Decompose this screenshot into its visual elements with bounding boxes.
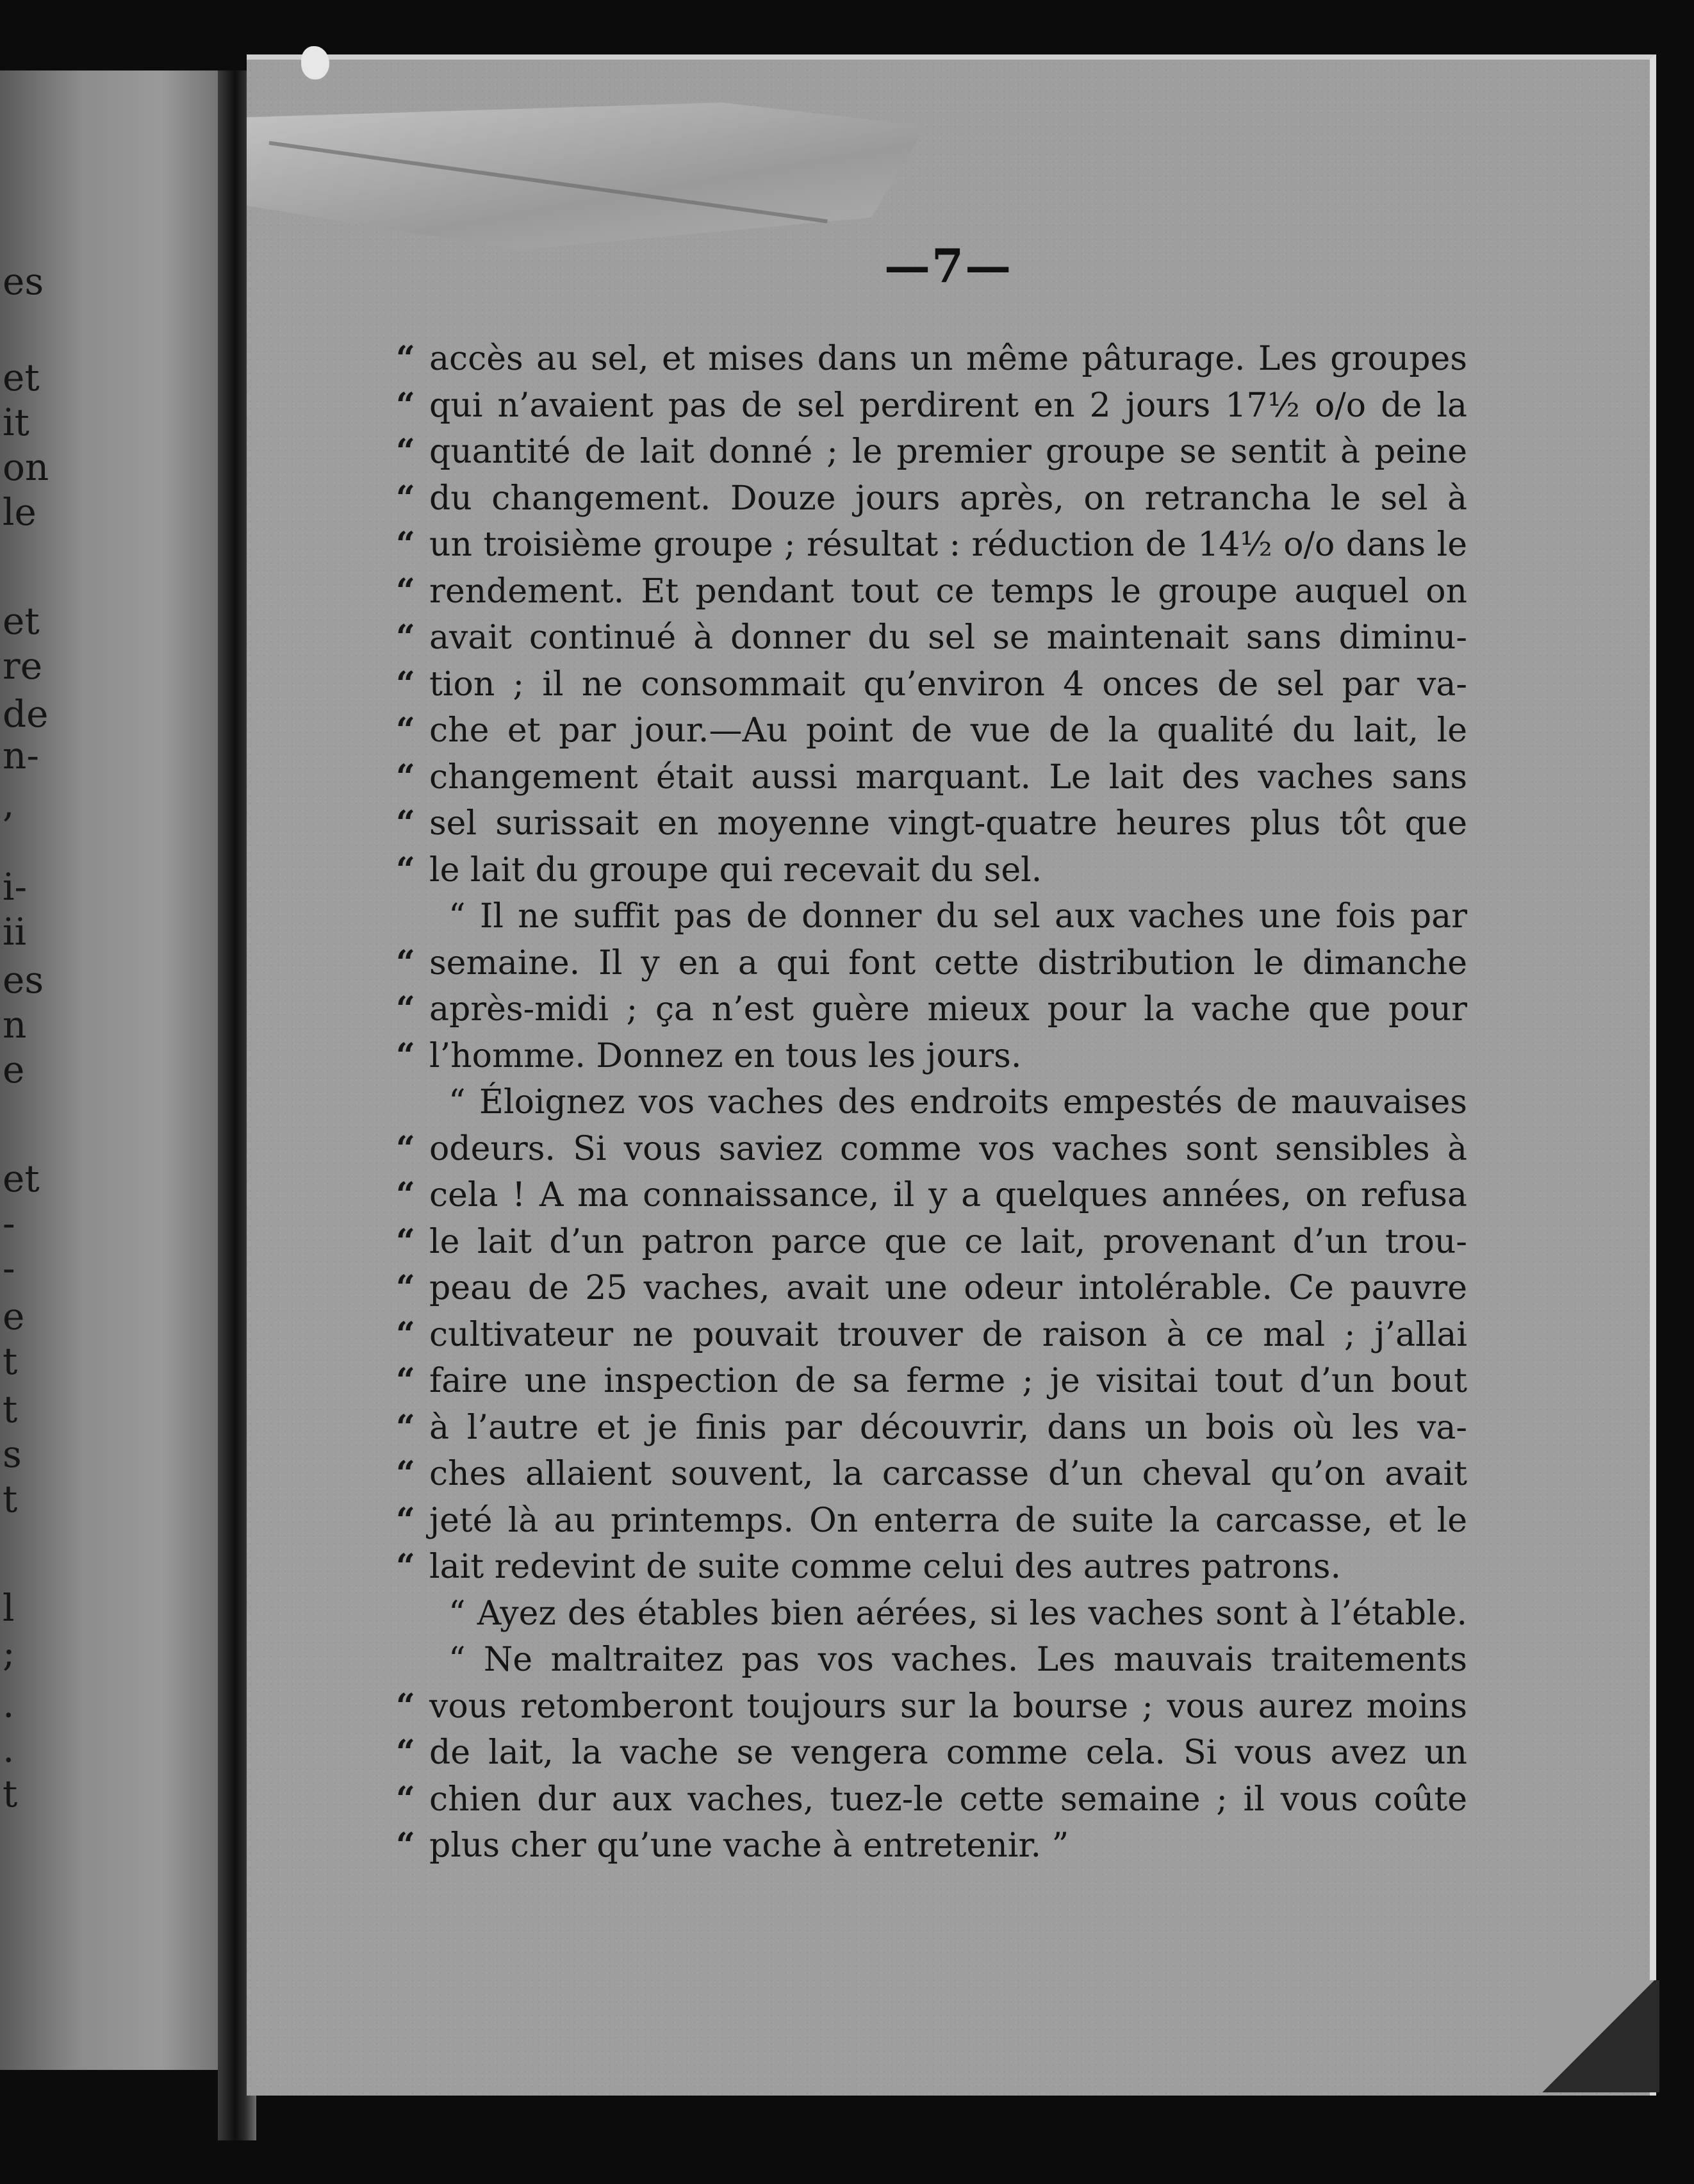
quote-mark: “ — [396, 989, 415, 1029]
quote-mark: “ — [396, 664, 415, 704]
quote-mark: “ — [396, 1454, 415, 1493]
text-line — [396, 1776, 1480, 1823]
left-page-letter: t — [3, 1772, 18, 1816]
line-text: le lait d’un patron parce que ce lait, provenant d’un trou- — [429, 1222, 1467, 1261]
text-line — [429, 1637, 1480, 1684]
left-page-letter: de — [3, 692, 49, 736]
left-page-letter: s — [3, 1432, 22, 1476]
line-text: peau de 25 vaches, avait une odeur intolérable. Ce pauvre — [429, 1269, 1467, 1307]
quote-mark: “ — [396, 1036, 415, 1075]
line-text: rendement. Et pendant tout ce temps le groupe auquel on — [429, 572, 1467, 611]
left-page-letter: it — [3, 401, 29, 444]
line-text: odeurs. Si vous saviez comme vos vaches sont sensibles à — [429, 1129, 1467, 1168]
quote-mark: “ — [396, 1407, 415, 1447]
text-line — [396, 383, 1480, 429]
quote-mark: “ — [396, 850, 415, 889]
left-page-letter: e — [3, 1048, 25, 1091]
quote-mark: “ — [396, 385, 415, 425]
text-line — [429, 1079, 1480, 1126]
line-text: le lait du groupe qui recevait du sel. — [429, 850, 1042, 889]
text-line — [396, 1451, 1480, 1498]
text-line — [396, 800, 1480, 847]
left-page-edge-text — [0, 70, 231, 2070]
left-page-fragment — [0, 70, 231, 2070]
text-line — [396, 522, 1480, 568]
quote-mark: “ — [396, 804, 415, 843]
left-page-letter: on — [3, 445, 49, 489]
left-page-letter: . — [3, 1682, 15, 1726]
line-text: chien dur aux vaches, tuez-le cette semaine ; il vous coûte — [429, 1780, 1467, 1819]
body-text — [396, 336, 1480, 1869]
left-page-letter: et — [3, 1157, 40, 1200]
text-line — [396, 1544, 1480, 1591]
line-text: un troisième groupe ; résultat : réduction de 14½ o/o dans le — [429, 525, 1467, 564]
text-line — [396, 615, 1480, 661]
line-text: cultivateur ne pouvait trouver de raison à ce mal ; j’allai — [429, 1315, 1467, 1354]
page-corner-fold — [1538, 1980, 1659, 2092]
text-line — [396, 1823, 1480, 1869]
line-text: du changement. Douze jours après, on retrancha le sel à — [429, 479, 1467, 518]
text-line — [396, 568, 1480, 615]
text-line — [429, 893, 1480, 940]
quote-mark: “ — [396, 525, 415, 564]
line-text: l’homme. Donnez en tous les jours. — [429, 1036, 1022, 1075]
left-page-letter: n — [3, 1003, 27, 1046]
quote-mark: “ — [396, 1547, 415, 1586]
line-text: che et par jour.—Au point de vue de la qualité du lait, le — [429, 711, 1467, 750]
quote-mark: “ — [396, 1268, 415, 1307]
line-text: lait redevint de suite comme celui des autres patrons. — [429, 1548, 1341, 1586]
quote-mark: “ — [396, 943, 415, 982]
left-page-letter: es — [3, 260, 44, 303]
text-line — [396, 1405, 1480, 1452]
text-line — [396, 1498, 1480, 1544]
quote-mark: “ — [396, 1314, 415, 1354]
left-page-letter: es — [3, 958, 44, 1002]
text-line — [396, 661, 1480, 708]
line-text: de lait, la vache se vengera comme cela. Si vous avez un — [429, 1733, 1467, 1772]
line-text: vous retomberont toujours sur la bourse ; vous aurez moins — [429, 1687, 1467, 1726]
text-line — [396, 986, 1480, 1033]
text-line — [396, 1730, 1480, 1776]
quote-mark: “ — [396, 1826, 415, 1865]
quote-mark: “ — [396, 478, 415, 518]
left-page-letter: - — [3, 1246, 15, 1290]
quote-mark: “ — [396, 1733, 415, 1772]
left-page-letter: t — [3, 1477, 18, 1521]
line-text: jeté là au printemps. On enterra de suite la carcasse, et le — [429, 1501, 1467, 1540]
quote-mark: “ — [396, 1361, 415, 1400]
left-page-letter: i- — [3, 865, 28, 909]
text-line — [396, 429, 1480, 476]
quote-mark: “ — [396, 571, 415, 611]
quote-mark: “ — [396, 1175, 415, 1214]
left-page-letter: , — [3, 782, 15, 825]
quote-mark: “ — [396, 1221, 415, 1261]
left-page-letter: t — [3, 1339, 18, 1383]
text-line — [396, 1172, 1480, 1219]
line-text: “ Ne maltraitez pas vos vaches. Les mauvais traitements — [448, 1641, 1467, 1679]
left-page-letter: l — [3, 1586, 15, 1630]
text-line — [396, 707, 1480, 754]
text-line — [396, 940, 1480, 987]
quote-mark: “ — [396, 432, 415, 471]
line-text: après-midi ; ça n’est guère mieux pour la vache que pour — [429, 990, 1467, 1029]
left-page-letter: n- — [3, 734, 39, 777]
line-text: cela ! A ma connaissance, il y a quelques années, on refusa — [429, 1176, 1467, 1214]
left-page-letter: . — [3, 1727, 15, 1771]
text-line — [396, 847, 1480, 894]
line-text: plus cher qu’une vache à entretenir. ” — [429, 1826, 1069, 1865]
text-line — [396, 1033, 1480, 1080]
text-line — [396, 754, 1480, 801]
text-line — [396, 1358, 1480, 1405]
text-line — [396, 1312, 1480, 1359]
left-page-letter: re — [3, 644, 43, 688]
text-line — [396, 476, 1480, 522]
quote-mark: “ — [396, 618, 415, 657]
left-page-letter: ii — [3, 910, 27, 954]
line-text: “ Éloignez vos vaches des endroits empestés de mauvaises — [448, 1083, 1467, 1121]
quote-mark: “ — [396, 1779, 415, 1819]
text-line — [396, 336, 1480, 383]
line-text: sel surissait en moyenne vingt-quatre heures plus tôt que — [429, 804, 1467, 843]
quote-mark: “ — [396, 339, 415, 378]
paper-spot — [301, 46, 329, 79]
text-line — [396, 1219, 1480, 1266]
left-page-letter: le — [3, 490, 37, 534]
left-page-letter: t — [3, 1387, 18, 1431]
text-line — [396, 1126, 1480, 1173]
line-text: “ Il ne suffit pas de donner du sel aux vaches une fois par — [448, 897, 1467, 936]
line-text: “ Ayez des étables bien aérées, si les vaches sont à l’étable. — [448, 1594, 1467, 1633]
quote-mark: “ — [396, 1129, 415, 1168]
text-line — [396, 1684, 1480, 1730]
quote-mark: “ — [396, 711, 415, 750]
quote-mark: “ — [396, 1686, 415, 1726]
text-line — [396, 1265, 1480, 1312]
line-text: tion ; il ne consommait qu’environ 4 onces de sel par va- — [429, 665, 1467, 704]
left-page-letter: - — [3, 1202, 15, 1245]
line-text: avait continué à donner du sel se maintenait sans diminu- — [429, 618, 1467, 657]
left-page-letter: e — [3, 1295, 25, 1338]
left-page-letter: et — [3, 356, 40, 399]
line-text: semaine. Il y en a qui font cette distribution le dimanche — [429, 943, 1467, 982]
line-text: à l’autre et je finis par découvrir, dans un bois où les va- — [429, 1408, 1467, 1447]
line-text: accès au sel, et mises dans un même pâturage. Les groupes — [429, 340, 1467, 378]
left-page-letter: et — [3, 599, 40, 643]
line-text: faire une inspection de sa ferme ; je visitai tout d’un bout — [429, 1362, 1467, 1400]
page-number: —7— — [884, 238, 1013, 293]
text-line — [429, 1591, 1480, 1637]
line-text: quantité de lait donné ; le premier groupe se sentit à peine — [429, 433, 1467, 471]
line-text: qui n’avaient pas de sel perdirent en 2 jours 17½ o/o de la — [429, 386, 1467, 425]
quote-mark: “ — [396, 757, 415, 797]
line-text: changement était aussi marquant. Le lait des vaches sans — [429, 757, 1467, 797]
quote-mark: “ — [396, 1500, 415, 1540]
left-page-letter: ; — [3, 1631, 15, 1675]
line-text: ches allaient souvent, la carcasse d’un cheval qu’on avait — [429, 1455, 1467, 1493]
